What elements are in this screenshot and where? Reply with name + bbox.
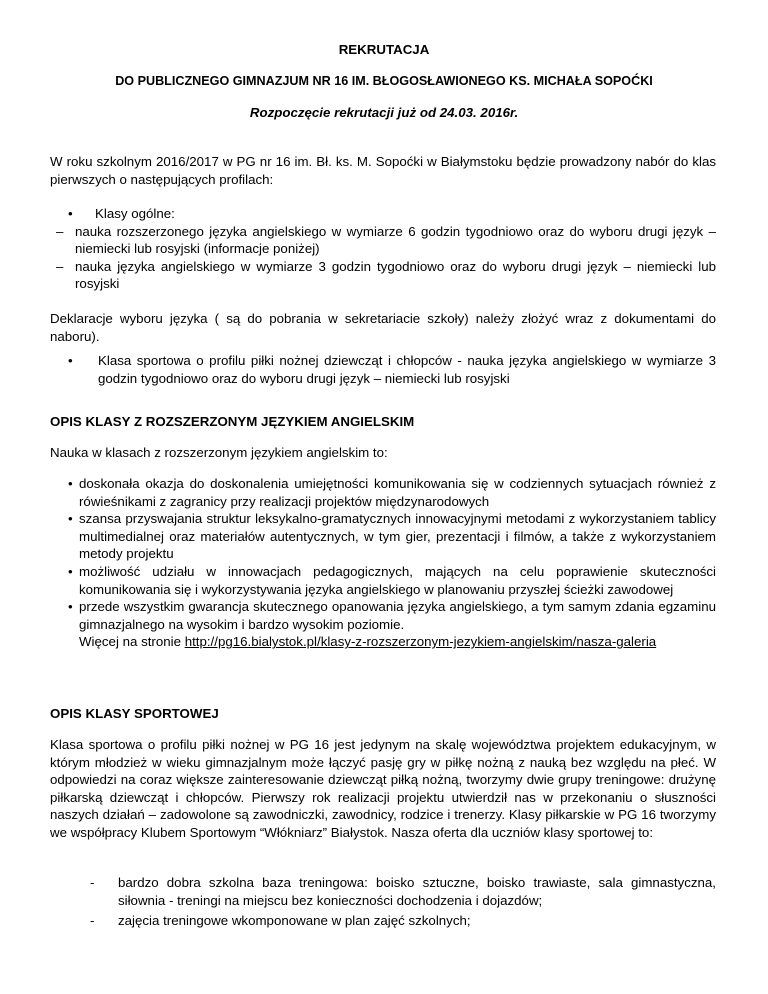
english-section-heading: OPIS KLASY Z ROZSZERZONYM JĘZYKIEM ANGIELSKIM: [50, 414, 415, 429]
sport-offer-list: [50, 874, 716, 930]
general-option: – nauka rozszerzonego języka angielskiego w wymiarze 6 godzin tygodniowo oraz do wyboru drugi język – niemiecki lub rosyjski (informacje poniżej): [56, 223, 716, 257]
english-benefits-list: [50, 475, 716, 651]
bullet-icon: •: [68, 206, 73, 221]
bullet-icon: •: [68, 511, 73, 527]
intro-paragraph: W roku szkolnym 2016/2017 w PG nr 16 im. Bł. ks. M. Sopoćki w Białymstoku będzie prowadzony nabór do klas pierwszych o następujących profilach:: [50, 154, 716, 187]
dash-icon: –: [56, 258, 64, 274]
bullet-icon: •: [68, 563, 73, 579]
english-section-lead: Nauka w klasach z rozszerzonym językiem angielskim to:: [50, 445, 388, 460]
sport-class-item: • Klasa sportowa o profilu piłki nożnej dziewcząt i chłopców - nauka języka angielskiego w wymiarze 3 godzin tygodniowo oraz do wyboru drugi język – niemiecki lub rosyjski: [68, 353, 716, 386]
sport-section-body: Klasa sportowa o profilu piłki nożnej w PG 16 jest jedynym na skalę województwa projektem edukacyjnym, w którym młodzież w wieku gimnazjalnym może łączyć pasję gry w piłkę nożną z nauką bez względu na płeć. W odpowiedzi na coraz większe zainteresowanie dziewcząt piłką nożną, tworzymy dwie grupy treningowe: drużynę piłkarską dziewcząt i chłopców. Pierwszy rok realizacji projektu utwierdził nas w przekonaniu o słuszności naszych działań – zadowolone są zawodniczki, zawodnicy, rodzice i trenerzy. Klasy piłkarskie w PG 16 tworzymy we współpracy Klubem Sportowym “Włókniarz” Białystok. Nasza oferta dla uczniów klasy sportowej to:: [50, 737, 716, 840]
general-list: [50, 205, 716, 293]
bullet-icon: •: [68, 599, 73, 615]
list-item: • możliwość udziału w innowacjach pedagogicznych, mających na celu poprawienie skuteczności komunikowania się i wykorzystywania języka angielskiego w planowaniu przyszłej ścieżki zawodowej: [68, 563, 716, 597]
sport-section-heading: OPIS KLASY SPORTOWEJ: [50, 706, 219, 721]
general-classes-item: [50, 205, 716, 223]
more-info-link[interactable]: http://pg16.bialystok.pl/klasy-z-rozszerzonym-jezykiem-angielskim/nasza-galeria: [184, 634, 657, 650]
sport-class-list: [50, 352, 716, 387]
dash-icon: -: [90, 913, 95, 929]
dash-icon: –: [56, 223, 64, 239]
list-item: - zajęcia treningowe wkomponowane w plan zajęć szkolnych;: [90, 913, 471, 929]
recruitment-start-note: Rozpoczęcie rekrutacji już od 24.03. 2016r.: [249, 105, 519, 120]
general-classes-label: Klasy ogólne:: [95, 206, 175, 221]
list-item: - bardzo dobra szkolna baza treningowa: boisko sztuczne, boisko trawiaste, sala gimnastyczna, siłownia - treningi na miejscu bez konieczności dochodzenia i dojazdów;: [90, 875, 716, 908]
general-option: – nauka języka angielskiego w wymiarze 3 godzin tygodniowo oraz do wyboru drugi język – niemiecki lub rosyjski: [56, 258, 716, 292]
list-item: • przede wszystkim gwarancja skutecznego opanowania języka angielskiego, a tym samym zdania egzaminu gimnazjalnego na wysokim i bardzo wysokim poziomie. Więcej na stronie http://pg16.bialystok.pl/klasy-z-rozszerzonym-jezykiem-angielskim/nasza-galeria: [68, 599, 716, 650]
more-info-prefix: Więcej na stronie: [79, 634, 185, 650]
list-item: • szansa przyswajania struktur leksykalno-gramatycznych innowacyjnymi metodami z wykorzystaniem tablicy multimedialnej oraz materiałów autentycznych, w tym gier, prezentacji i filmów, a także z wykorzystaniem metody projektu: [68, 511, 716, 562]
list-item: • doskonała okazja do doskonalenia umiejętności komunikowania się w codziennych sytuacjach również z rówieśnikami z zagranicy przy realizacji projektów międzynarodowych: [68, 476, 716, 509]
doc-title: REKRUTACJA: [338, 42, 430, 57]
doc-subtitle: DO PUBLICZNEGO GIMNAZJUM NR 16 IM. BŁOGOSŁAWIONEGO KS. MICHAŁA SOPOĆKI: [115, 74, 653, 88]
dash-icon: -: [90, 875, 95, 890]
declaration-paragraph: Deklaracje wyboru języka ( są do pobrania w sekretariacie szkoły) należy złożyć wraz z dokumentami do naboru).: [50, 311, 716, 344]
bullet-icon: •: [68, 353, 73, 368]
bullet-icon: •: [68, 476, 73, 491]
